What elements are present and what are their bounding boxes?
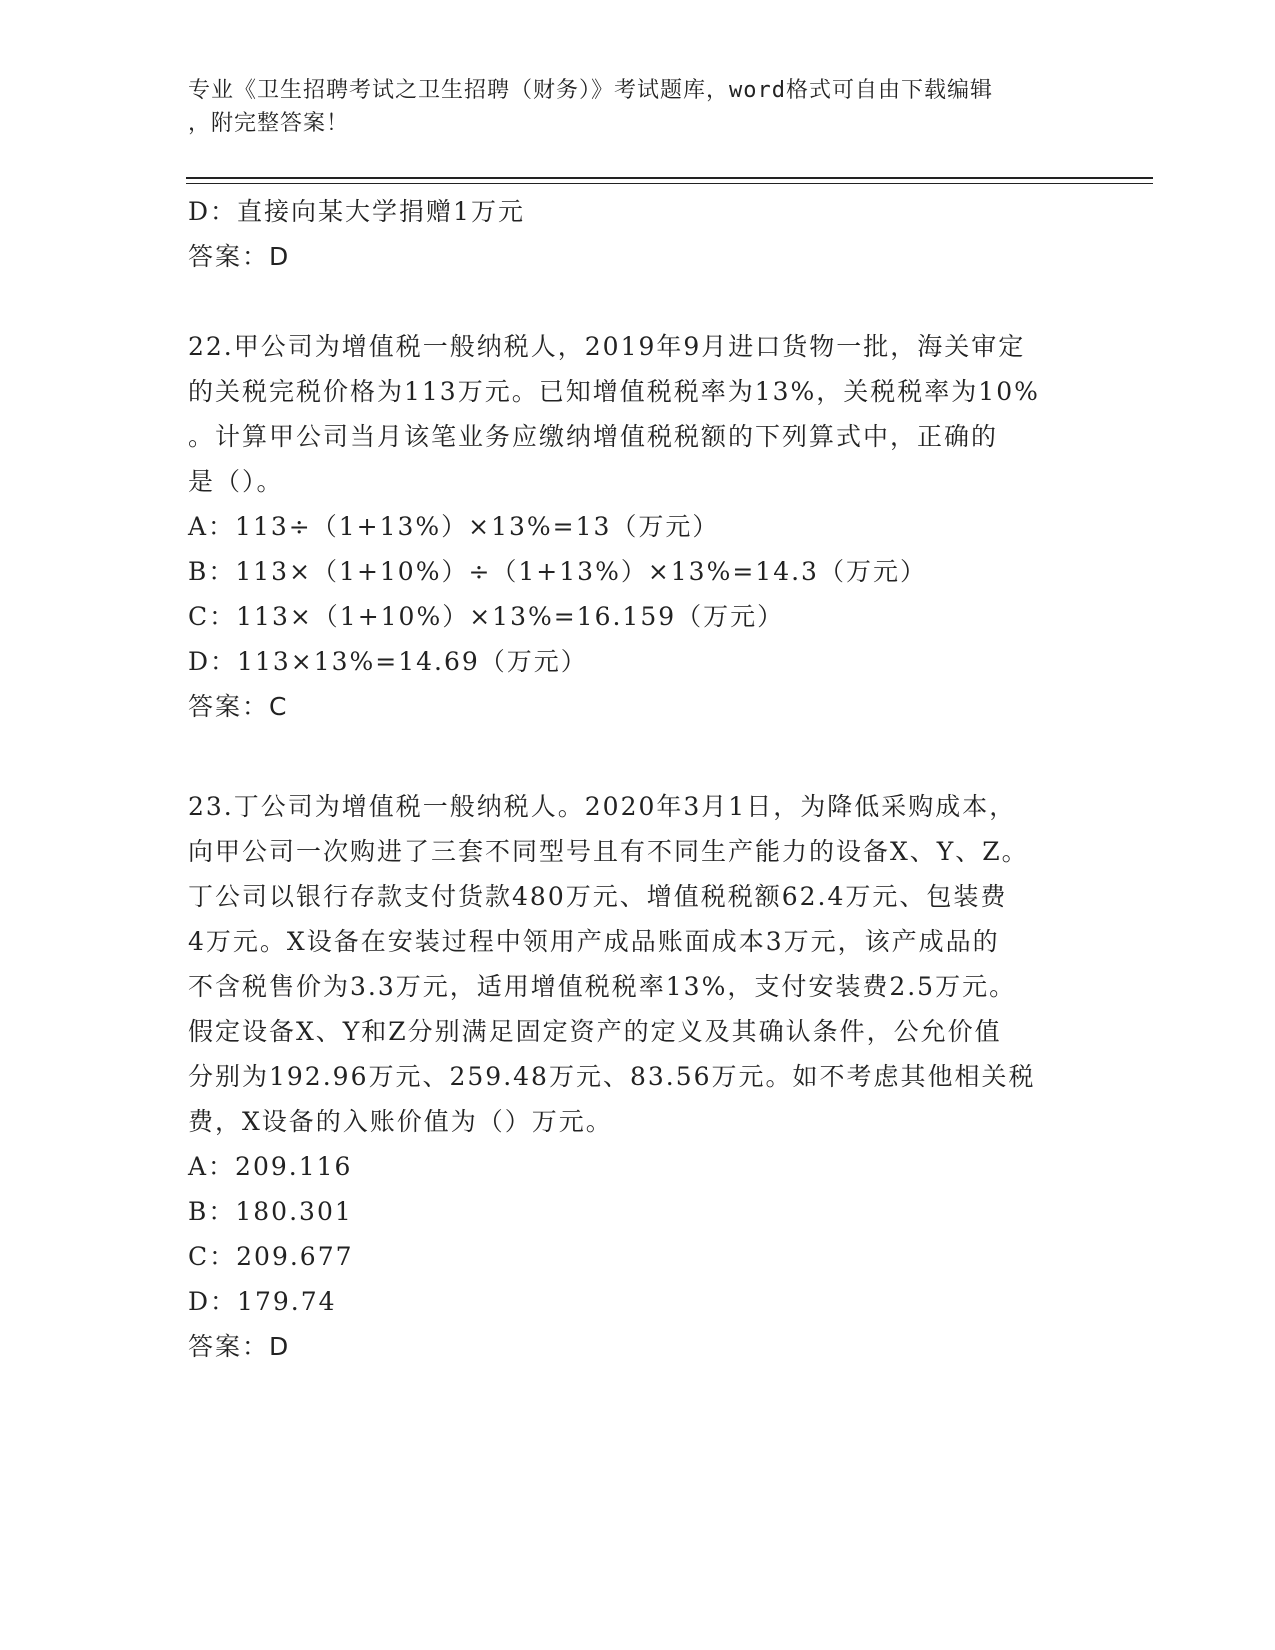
option-b: B：113×（1+10%）÷（1+13%）×13%=14.3（万元） [188,557,927,586]
header-divider [186,177,1153,179]
option-b: B：180.301 [188,1197,353,1226]
question-text-line: 费，X设备的入账价值为（）万元。 [188,1107,613,1136]
question-text-line: 23.丁公司为增值税一般纳税人。2020年3月1日，为降低采购成本， [188,792,1017,821]
answer-line: 答案：D [188,1332,291,1361]
question-text-line: 向甲公司一次购进了三套不同型号且有不同生产能力的设备X、Y、Z。 [188,837,1029,866]
header-divider-thin [186,183,1153,184]
previous-question-tail [188,189,1088,279]
answer-line: 答案：C [188,692,289,721]
question-text-line: 假定设备X、Y和Z分别满足固定资产的定义及其确认条件，公允价值 [188,1017,1002,1046]
header-line-2: ，附完整答案！ [188,111,350,136]
question-text-line: 22.甲公司为增值税一般纳税人，2019年9月进口货物一批，海关审定 [188,332,1026,361]
question-text-line: 分别为192.96万元、259.48万元、83.56万元。如不考虑其他相关税 [188,1062,1036,1091]
option-a: A：113÷（1+13%）×13%=13（万元） [188,512,720,541]
question-text-line: 不含税售价为3.3万元，适用增值税税率13%，支付安装费2.5万元。 [188,972,1017,1001]
option-c: C：209.677 [188,1242,354,1271]
option-d: D：直接向某大学捐赠1万元 [188,197,525,226]
question-text-line: 4万元。X设备在安装过程中领用产成品账面成本3万元，该产成品的 [188,927,1000,956]
option-d: D：113×13%=14.69（万元） [188,647,588,676]
option-c: C：113×（1+10%）×13%=16.159（万元） [188,602,785,631]
header-line-1: 专业《卫生招聘考试之卫生招聘（财务）》考试题库，word格式可自由下载编辑 [188,78,993,103]
question-text-line: 。计算甲公司当月该笔业务应缴纳增值税税额的下列算式中，正确的 [188,422,999,451]
option-a: A：209.116 [188,1152,353,1181]
question-text-line: 的关税完税价格为113万元。已知增值税税率为13%，关税税率为10% [188,377,1040,406]
question-text-line: 是（）。 [188,467,284,496]
option-d: D：179.74 [188,1287,337,1316]
question-text-line: 丁公司以银行存款支付货款480万元、增值税税额62.4万元、包装费 [188,882,1008,911]
question-23 [188,784,1088,1369]
question-22 [188,324,1088,729]
page-header [188,74,1068,140]
answer-line: 答案：D [188,242,291,271]
